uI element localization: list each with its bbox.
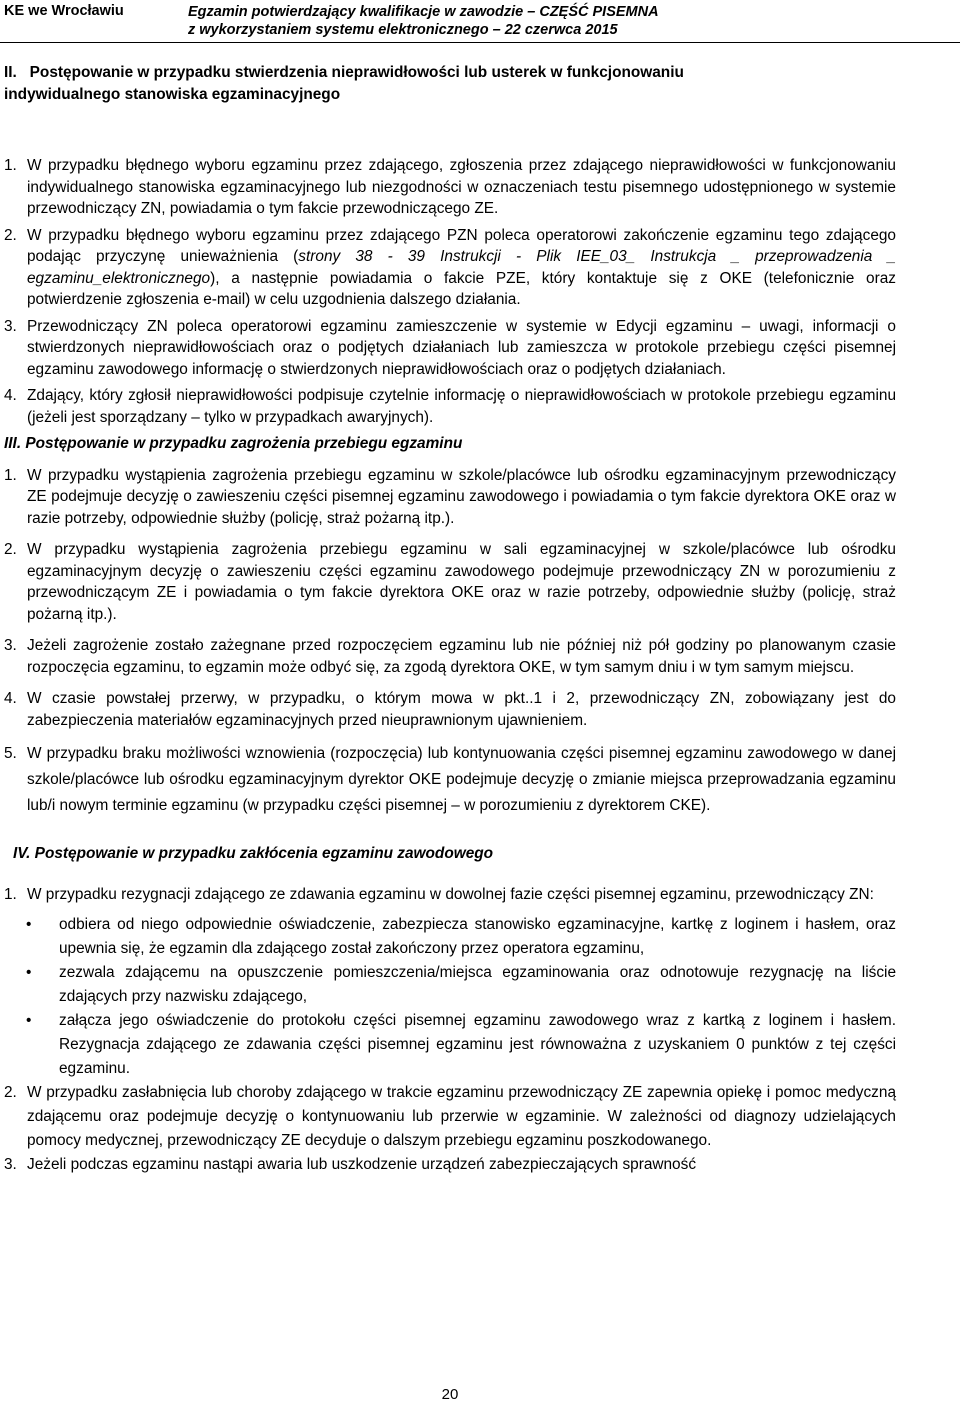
item-number: 4. xyxy=(4,387,17,404)
header-divider xyxy=(0,42,960,43)
item-text: W przypadku zasłabnięcia lub choroby zdającego w trakcie egzaminu przewodniczący ZE zapewnia opiekę i pomoc medyczną zdającemu oraz podejmuje decyzję o kontynuowaniu lub przerwie w egzaminie. W zależności od diagnozy udzielających pomocy medycznej, przewodniczący ZE decyduje o dalszym przebiegu egzaminu poszkodowanego. xyxy=(27,1083,896,1149)
header-title-line2: z wykorzystaniem systemu elektronicznego – 22 czerwca 2015 xyxy=(188,22,618,38)
bullet-icon: • xyxy=(26,963,32,981)
bullet-text: odbiera od niego odpowiednie oświadczenie, zabezpiecza stanowisko egzaminacyjne, kartkę z loginem i hasłem, oraz upewnia się, że egzamin dla zdającego został zakończony przez operatora egzaminu, xyxy=(59,915,896,957)
item-text: W przypadku braku możliwości wznowienia (rozpoczęcia) lub kontynuowania części pisemnej egzaminu zawodowego w danej szkole/placówce lub ośrodku egzaminacyjnym dyrektor OKE podejmuje decyzję o zmianie miejsca przeprowadzania egzaminu lub/i nowym terminie egzaminu (w przypadku części pisemnej – w porozumieniu z dyrektorem CKE). xyxy=(27,745,896,814)
section-2-title-line2: indywidualnego stanowiska egzaminacyjnego xyxy=(4,85,341,103)
item-text-part: W przypadku błędnego wyboru egzaminu przez zdającego PZN poleca operatorowi zakończenie egzaminu tego zdającego podając przyczynę unieważnienia ( xyxy=(27,226,896,265)
item-text: Zdający, który zgłosił nieprawidłowości podpisuje czytelnie informację o nieprawidłowościach w protokole przebiegu egzaminu (jeżeli jest sporządzany – tylko w przypadkach awaryjnych). xyxy=(27,387,896,426)
item-text-part: ), a następnie powiadamia o fakcie PZE, który kontaktuje się z OKE (telefonicznie oraz potwierdzenie zgłoszenia e-mail) w celu uzgodnienia dalszego działania. xyxy=(27,269,896,308)
bullet-icon: • xyxy=(26,915,32,933)
section-3-item xyxy=(4,688,896,731)
item-number: 3. xyxy=(4,637,17,654)
item-text: Jeżeli zagrożenie zostało zażegnane przed rozpoczęciem egzaminu lub nie później niż pół godziny po planowanym czasie rozpoczęcia egzaminu, to egzamin może odbyć się, za zgodą dyrektora OKE, w tym samym dniu i w tym samym miejscu. xyxy=(27,637,896,676)
section-3-item xyxy=(4,635,896,678)
item-text xyxy=(27,225,896,311)
bullet-text: zezwala zdającemu na opuszczenie pomieszczenia/miejsca egzaminowania oraz odnotowuje rezygnację na liście zdających przy nazwisku zdającego, xyxy=(59,963,896,1005)
bullet-text: załącza jego oświadczenie do protokołu części pisemnej egzaminu zawodowego wraz z kartką z loginem i hasłem. Rezygnacja zdającego ze zdawania części pisemnej egzaminu jest równoważna z uzyskaniem 0 punktów z tej części egzaminu. xyxy=(59,1011,896,1077)
header-title-line1: Egzamin potwierdzający kwalifikacje w zawodzie – CZĘŚĆ PISEMNA xyxy=(188,4,659,20)
section-3-title: III. Postępowanie w przypadku zagrożenia przebiegu egzaminu xyxy=(4,435,463,452)
item-text: W przypadku błędnego wyboru egzaminu przez zdającego, zgłoszenia przez zdającego nieprawidłowości w funkcjonowaniu indywidualnego stanowiska egzaminacyjnego lub niezgodności w oznaczeniach testu pisemnego udostępnionego w systemie przewodniczący ZN, powiadamia o tym fakcie przewodniczącego ZE. xyxy=(27,157,896,217)
section-4-item xyxy=(4,1081,896,1153)
bullet-item xyxy=(4,1009,896,1081)
item-number: 3. xyxy=(4,1155,17,1173)
bullet-icon: • xyxy=(26,1011,32,1029)
section-4-title: IV. Postępowanie w przypadku zakłócenia egzaminu zawodowego xyxy=(13,845,494,862)
section-3-item xyxy=(4,539,896,625)
bullet-item xyxy=(4,913,896,961)
item-number: 4. xyxy=(4,690,17,707)
section-3-item xyxy=(4,741,896,819)
section-2-title xyxy=(4,62,896,105)
item-text: W przypadku wystąpienia zagrożenia przebiegu egzaminu w sali egzaminacyjnej w szkole/placówce lub ośrodku egzaminacyjnym decyzję o zawieszeniu części egzaminu zawodowego podejmuje przewodniczący ZN w porozumieniu z przewodniczącym ZE i powiadamia o tym fakcie dyrektora OKE oraz w razie potrzeby, odpowiednie służby (policję, straż pożarną itp.). xyxy=(27,541,896,623)
section-2-item xyxy=(4,225,896,311)
item-number: 2. xyxy=(4,226,17,244)
section-2-item xyxy=(4,155,896,220)
section-4-item xyxy=(4,883,896,907)
header-exam-title xyxy=(188,3,659,39)
instruction-reference: strony 38 - 39 Instrukcji - Plik IEE_03_ Instrukcja _ przeprowadzenia _ egzaminu_elektronicznego xyxy=(27,248,896,287)
section-4-item xyxy=(4,1153,896,1177)
section-2-item xyxy=(4,385,896,428)
page-number: 20 xyxy=(441,1386,459,1403)
bullet-item xyxy=(4,961,896,1009)
item-number: 1. xyxy=(4,157,17,174)
item-number: 2. xyxy=(4,541,17,558)
item-text: W czasie powstałej przerwy, w przypadku, o którym mowa w pkt..1 i 2, przewodniczący ZN, zobowiązany jest do zabezpieczenia materiałów egzaminacyjnych przed nieuprawnionym ujawnieniem. xyxy=(27,690,896,729)
item-number: 2. xyxy=(4,1083,17,1101)
item-number: 1. xyxy=(4,466,17,484)
item-number: 1. xyxy=(4,885,17,903)
item-number: 3. xyxy=(4,317,17,335)
section-2-item xyxy=(4,316,896,381)
page-header xyxy=(0,0,960,44)
section-3-item xyxy=(4,465,896,530)
item-text: W przypadku rezygnacji zdającego ze zdawania egzaminu w dowolnej fazie części pisemnej egzaminu, przewodniczący ZN: xyxy=(27,885,874,903)
item-text: Przewodniczący ZN poleca operatorowi egzaminu zamieszczenie w systemie w Edycji egzaminu – uwagi, informacji o stwierdzonych nieprawidłowościach oraz o podjętych działaniach lub zamieszcza w protokole przebiegu części pisemnej egzaminu zawodowego informację o stwierdzonych nieprawidłowościach oraz o podjętych działaniach. xyxy=(27,317,896,378)
section-2-title-line1: II. Postępowanie w przypadku stwierdzenia nieprawidłowości lub usterek w funkcjonowaniu xyxy=(4,64,684,81)
item-number: 5. xyxy=(4,745,17,762)
document-body xyxy=(4,62,896,1177)
header-institution: KE we Wrocławiu xyxy=(4,3,124,19)
item-text: Jeżeli podczas egzaminu nastąpi awaria lub uszkodzenie urządzeń zabezpieczających sprawność xyxy=(27,1155,697,1173)
item-text: W przypadku wystąpienia zagrożenia przebiegu egzaminu w szkole/placówce lub ośrodku egzaminacyjnym przewodniczący ZE podejmuje decyzję o zawieszeniu części pisemnej egzaminu zawodowego i powiadamia o tym fakcie dyrektora OKE oraz w razie potrzeby, odpowiednie służby (policję, straż pożarną itp.). xyxy=(27,466,896,527)
